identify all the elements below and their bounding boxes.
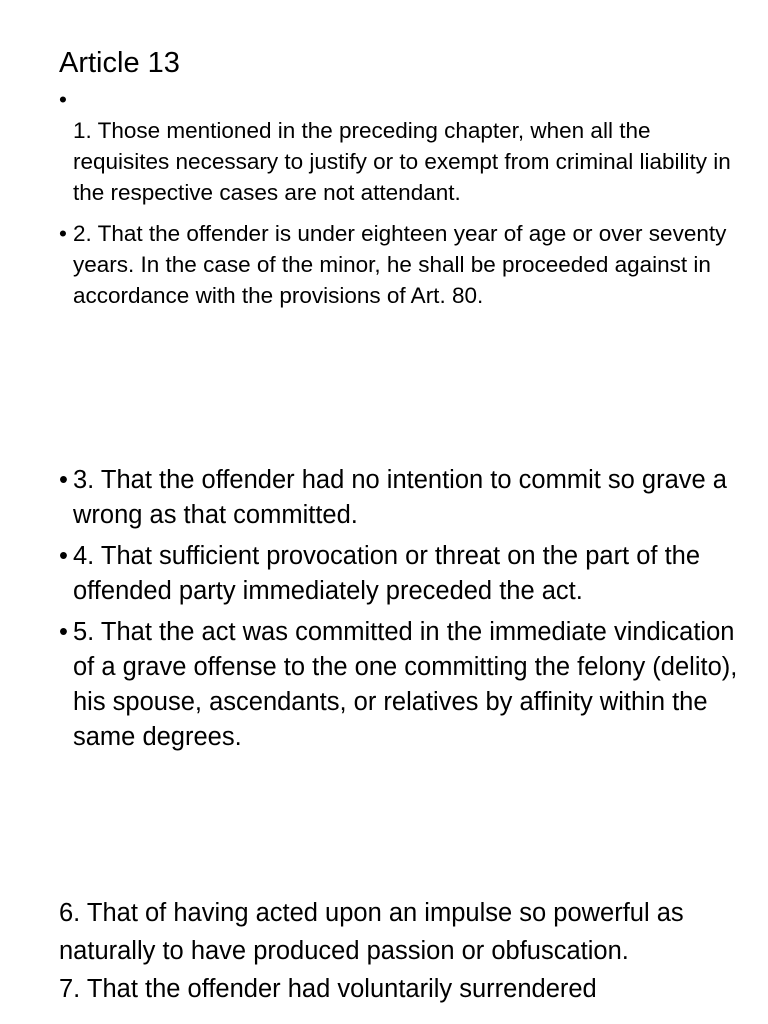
circumstances-list-2: [59, 463, 739, 755]
paragraph-6: 6. That of having acted upon an impulse so powerful as naturally to have produced passion or obfuscation.: [59, 899, 684, 965]
list-item-text: 5. That the act was committed in the immediate vindication of a grave offense to the one committing the felony (delito), his spouse, ascendants, or relatives by affinity within the same degrees.: [73, 618, 738, 751]
list-item-3: [59, 463, 739, 533]
list-item-5: [59, 615, 739, 755]
bullet-icon: •: [59, 221, 67, 246]
bullet-icon: •: [59, 618, 68, 646]
list-item-text: 2. That the offender is under eighteen year of age or over seventy years. In the case of the minor, he shall be proceeded against in accordance with the provisions of Art. 80.: [73, 221, 727, 308]
list-item-4: [59, 539, 739, 609]
list-item-text: 3. That the offender had no intention to commit so grave a wrong as that committed.: [73, 466, 727, 529]
circumstances-list-1: [59, 84, 739, 311]
page-title: Article 13: [59, 47, 180, 79]
list-item-2: [59, 218, 739, 311]
paragraph-7: 7. That the offender had voluntarily surrendered: [59, 975, 597, 1003]
list-item-text: 1. Those mentioned in the preceding chapter, when all the requisites necessary to justify or to exempt from criminal liability in the respective cases are not attendant.: [73, 118, 731, 205]
circumstances-paragraphs: [59, 894, 739, 1008]
bullet-icon: •: [59, 466, 68, 494]
bullet-icon: •: [59, 542, 68, 570]
empty-bullet-row: [59, 84, 739, 115]
list-item-text: 4. That sufficient provocation or threat on the part of the offended party immediately preceded the act.: [73, 542, 701, 605]
list-item-1: [59, 115, 739, 208]
bullet-icon: •: [59, 87, 67, 112]
